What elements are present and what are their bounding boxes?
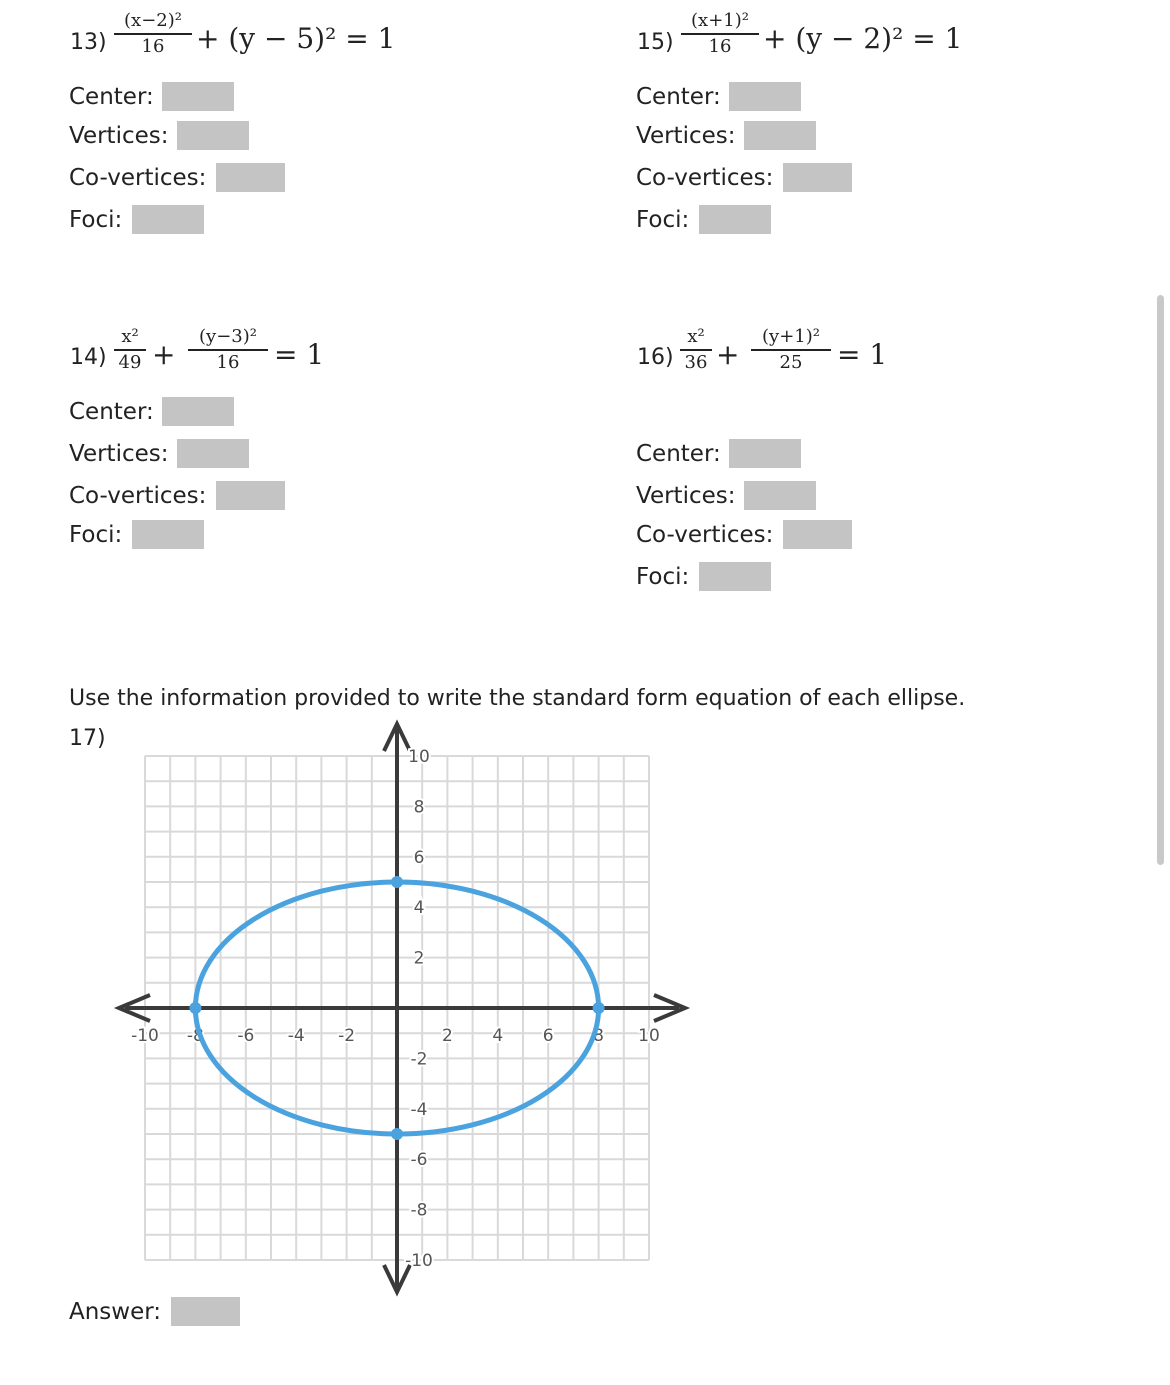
problem-number: 16) bbox=[637, 345, 674, 370]
foci-answer-field[interactable] bbox=[132, 205, 204, 234]
vertices-label: Vertices: bbox=[636, 123, 736, 149]
answer-label: Answer: bbox=[69, 1299, 162, 1325]
fraction-denominator: 49 bbox=[118, 351, 142, 373]
x-tick-label: -8 bbox=[186, 1026, 204, 1046]
vertices-answer-field[interactable] bbox=[177, 121, 249, 150]
center-label: Center: bbox=[636, 84, 721, 110]
x-tick-label: 2 bbox=[441, 1026, 453, 1046]
x-tick-label: 10 bbox=[638, 1026, 660, 1046]
fraction-bar bbox=[188, 349, 268, 351]
covertices-answer-field[interactable] bbox=[783, 520, 852, 549]
plus-sign: + bbox=[716, 338, 740, 371]
fraction-numerator: (x−2)² bbox=[124, 10, 182, 31]
y-tick-label: -2 bbox=[410, 1049, 428, 1070]
answer-field[interactable] bbox=[171, 1297, 240, 1326]
center-label: Center: bbox=[69, 399, 154, 425]
ellipse-point bbox=[593, 1002, 605, 1014]
plus-sign: + bbox=[152, 338, 176, 371]
problem-number: 14) bbox=[70, 345, 107, 370]
fraction-bar bbox=[751, 349, 831, 351]
equation-fraction bbox=[114, 326, 146, 374]
equation-tail: + (y − 2)² = 1 bbox=[763, 22, 963, 55]
x-tick-label: 4 bbox=[492, 1026, 504, 1046]
instructions-text: Use the information provided to write the standard form equation of each ellipse. bbox=[69, 686, 966, 711]
y-tick-label: -8 bbox=[410, 1200, 428, 1221]
equation-tail: + (y − 5)² = 1 bbox=[196, 22, 396, 55]
foci-label: Foci: bbox=[69, 522, 123, 548]
foci-label: Foci: bbox=[69, 207, 123, 233]
fraction-numerator: (y+1)² bbox=[762, 326, 820, 347]
ellipse-graph bbox=[110, 718, 700, 1298]
equation-fraction-2 bbox=[188, 326, 268, 374]
covertices-answer-field[interactable] bbox=[783, 163, 852, 192]
foci-answer-field[interactable] bbox=[699, 205, 771, 234]
problem-number: 15) bbox=[637, 30, 674, 55]
x-tick-label: -4 bbox=[287, 1026, 305, 1046]
x-tick-label: -2 bbox=[338, 1026, 356, 1046]
equation-equals: = 1 bbox=[837, 338, 888, 371]
center-answer-field[interactable] bbox=[162, 82, 234, 111]
ellipse-point bbox=[391, 1128, 403, 1140]
equation-fraction bbox=[681, 10, 759, 58]
foci-answer-field[interactable] bbox=[699, 562, 771, 591]
vertices-label: Vertices: bbox=[636, 483, 736, 509]
vertices-answer-field[interactable] bbox=[744, 121, 816, 150]
covertices-label: Co-vertices: bbox=[636, 522, 774, 548]
fraction-numerator: (y−3)² bbox=[199, 326, 257, 347]
fraction-denominator: 25 bbox=[779, 351, 803, 373]
vertices-label: Vertices: bbox=[69, 123, 169, 149]
equation-fraction bbox=[680, 326, 712, 374]
x-tick-label: 8 bbox=[593, 1026, 605, 1046]
y-tick-label: -4 bbox=[410, 1099, 428, 1120]
foci-label: Foci: bbox=[636, 564, 690, 590]
x-tick-label: -6 bbox=[237, 1026, 255, 1046]
fraction-numerator: x² bbox=[121, 326, 139, 347]
y-tick-label: 2 bbox=[413, 948, 425, 969]
fraction-numerator: x² bbox=[687, 326, 705, 347]
vertices-answer-field[interactable] bbox=[177, 439, 249, 468]
equation-equals: = 1 bbox=[274, 338, 325, 371]
y-tick-label: 8 bbox=[413, 797, 425, 818]
center-answer-field[interactable] bbox=[729, 82, 801, 111]
ellipse-point bbox=[189, 1002, 201, 1014]
ellipse-point bbox=[391, 876, 403, 888]
fraction-bar bbox=[114, 349, 146, 351]
covertices-answer-field[interactable] bbox=[216, 163, 285, 192]
covertices-answer-field[interactable] bbox=[216, 481, 285, 510]
center-label: Center: bbox=[636, 441, 721, 467]
fraction-bar bbox=[681, 33, 759, 35]
equation-fraction-2 bbox=[751, 326, 831, 374]
problem-number: 13) bbox=[70, 30, 107, 55]
center-label: Center: bbox=[69, 84, 154, 110]
fraction-bar bbox=[680, 349, 712, 351]
covertices-label: Co-vertices: bbox=[69, 165, 207, 191]
foci-label: Foci: bbox=[636, 207, 690, 233]
fraction-denominator: 16 bbox=[141, 35, 165, 57]
y-tick-label: 10 bbox=[408, 747, 430, 767]
vertices-label: Vertices: bbox=[69, 441, 169, 467]
equation-fraction bbox=[114, 10, 192, 58]
y-tick-label: -6 bbox=[410, 1150, 428, 1171]
foci-answer-field[interactable] bbox=[132, 520, 204, 549]
fraction-denominator: 16 bbox=[708, 35, 732, 57]
fraction-bar bbox=[114, 33, 192, 35]
center-answer-field[interactable] bbox=[162, 397, 234, 426]
fraction-denominator: 36 bbox=[684, 351, 708, 373]
x-tick-label: 6 bbox=[542, 1026, 554, 1046]
covertices-label: Co-vertices: bbox=[636, 165, 774, 191]
fraction-denominator: 16 bbox=[216, 351, 240, 373]
y-tick-label: 6 bbox=[413, 847, 425, 868]
y-tick-label: 4 bbox=[413, 898, 425, 919]
x-tick-label: -10 bbox=[131, 1026, 159, 1046]
y-tick-label: -10 bbox=[405, 1251, 433, 1271]
problem-number-17: 17) bbox=[69, 726, 106, 751]
vertices-answer-field[interactable] bbox=[744, 481, 816, 510]
fraction-numerator: (x+1)² bbox=[691, 10, 749, 31]
scrollbar[interactable] bbox=[1157, 295, 1164, 865]
covertices-label: Co-vertices: bbox=[69, 483, 207, 509]
center-answer-field[interactable] bbox=[729, 439, 801, 468]
